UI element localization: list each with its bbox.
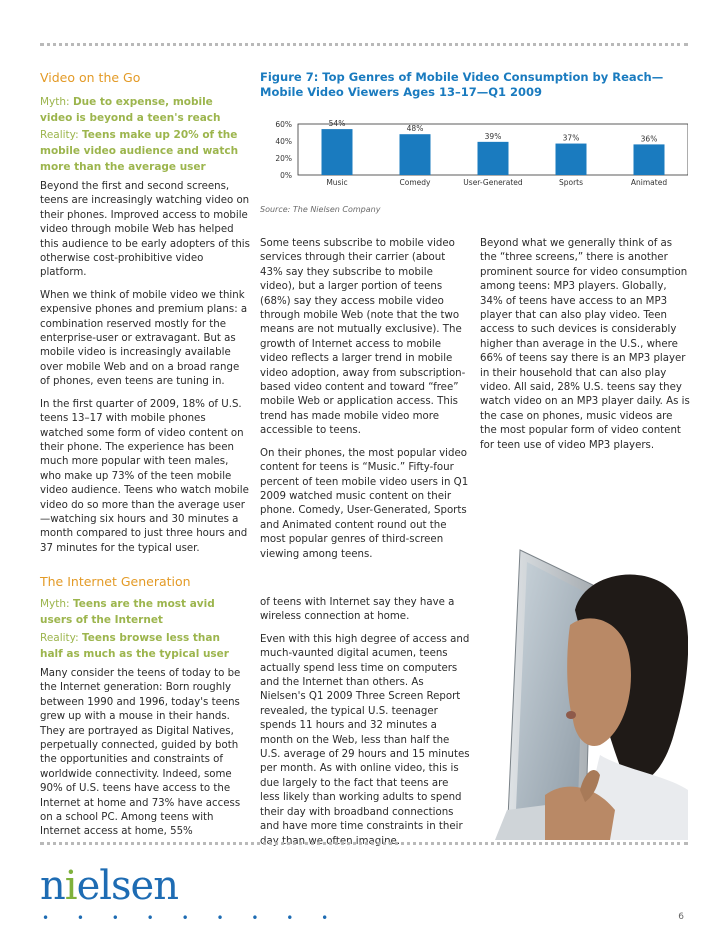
column-1-body <box>40 180 250 564</box>
top-divider <box>40 43 688 46</box>
figure-title: Figure 7: Top Genres of Mobile Video Consumption by Reach—Mobile Video Viewers Ages 13–17—Q1 2009 <box>260 70 664 99</box>
bar-value-label: 36% <box>640 134 658 144</box>
nielsen-logo <box>40 863 178 909</box>
x-tick-label: Comedy <box>399 178 431 187</box>
myth-text: Teens are the most avid users of the Internet <box>40 598 215 626</box>
logo-dots: • • • • • • • • • <box>42 911 341 925</box>
teen-with-laptop-photo <box>425 540 688 840</box>
column-1-body <box>40 667 250 848</box>
bottom-divider <box>40 842 688 845</box>
bar-sports <box>556 144 587 175</box>
reality-statement <box>40 630 245 662</box>
x-tick-label: Animated <box>630 178 668 187</box>
paragraph: Beyond what we generally think of as the “three screens,” there is another prominent source for video consumption among teens: MP3 players. Globally, 34% of teens have access to an MP3 player that can also play video. Teen access to such devices is considerably higher than average in the U.S., where 66% of teens say there is an MP3 player in their household that can also play video. All said, 28% U.S. teens say they watch video on an MP3 player daily. As is the case on phones, music videos are the most popular form of video content for teen use of video MP3 players. <box>480 238 690 451</box>
figure-source: Source: The Nielsen Company <box>260 205 381 214</box>
column-2-body <box>260 237 470 570</box>
logo-n: n <box>40 863 65 909</box>
y-tick-label: 20% <box>275 154 292 163</box>
paragraph: On their phones, the most popular video content for teens is “Music.” Fifty-four percent of teen mobile video users in Q1 2009 watched music content on their phone. Comedy, User-Generated, Sports and Animated content round out the most popular genres of third-screen viewing among teens. <box>260 447 469 560</box>
paragraph: When we think of mobile video we think expensive phones and premium plans: a combination reserved mostly for the enterprise-user or extravagant. But as mobile video is increasingly available over mobile Web and on a broad range of phones, even teens are tuning in. <box>40 289 248 388</box>
bar-user-generated <box>478 142 509 175</box>
column-3-body <box>480 237 690 461</box>
reality-text: Teens browse less than half as much as the typical user <box>40 632 229 660</box>
logo-rest: elsen <box>76 863 178 909</box>
bar-comedy <box>400 134 431 175</box>
myth-text: Due to expense, mobile video is beyond a teen's reach <box>40 96 221 124</box>
section-title-video-on-the-go: Video on the Go <box>40 70 141 85</box>
myth-key: Myth: <box>40 598 70 610</box>
paragraph: Many consider the teens of today to be the Internet generation: Born roughly between 1990 and 1996, today's teens grew up with a mouse in their hands. They are portrayed as Digital Natives, perpetually connected, guided by both the opportunities and constraints of worldwide connectivity. Indeed, some 90% of U.S. teens have access to the Internet at home and 73% have access on a school PC. Among teens with Internet access at home, 55% <box>40 668 241 838</box>
x-tick-label: Music <box>326 178 348 187</box>
paragraph: Some teens subscribe to mobile video services through their carrier (about 43% say they subscribe to mobile video), but a larger portion of teens (68%) say they access mobile video through mobile Web (note that the two means are not mutually exclusive). The growth of Internet access to mobile video reflects a larger trend in mobile video adoption, away from subscription-based video content and toward “free” mobile Web or application access. This trend has made mobile video more accessible to teens. <box>260 238 466 437</box>
paragraph: Even with this high degree of access and much-vaunted digital acumen, teens actually spend less time on computers and the Internet than others. As Nielsen's Q1 2009 Three Screen Report revealed, the typical U.S. teenager spends 11 hours and 32 minutes a month on the Web, less than half the U.S. average of 29 hours and 15 minutes per month. As with online video, this is due largely to the fact that teens are less likely than working adults to spend their day with broadband connections and have more time constraints in their day than we often imagine. <box>260 633 470 847</box>
paragraph: Beyond the first and second screens, teens are increasingly watching video on their phones. Improved access to mobile video through mobile Web has helped this audience to be early adopters of this otherwise cost-prohibitive video platform. <box>40 181 250 279</box>
bar-value-label: 54% <box>328 119 346 129</box>
genre-bar-chart <box>260 112 688 197</box>
y-tick-label: 40% <box>275 137 292 146</box>
page-number: 6 <box>678 912 684 922</box>
reality-text: Teens make up 20% of the mobile video audience and watch more than the average user <box>40 129 239 173</box>
bar-value-label: 39% <box>484 131 502 141</box>
paragraph: of teens with Internet say they have a wireless connection at home. <box>260 597 455 623</box>
x-tick-label: User-Generated <box>463 178 523 187</box>
section-title-internet-generation: The Internet Generation <box>40 574 191 589</box>
reality-key: Reality: <box>40 632 79 644</box>
bar-value-label: 37% <box>562 133 580 143</box>
y-tick-label: 0% <box>280 171 292 180</box>
logo-i: i <box>64 863 77 909</box>
bar-animated <box>634 144 665 175</box>
bar-value-label: 48% <box>406 124 424 134</box>
x-tick-label: Sports <box>558 178 584 187</box>
y-tick-label: 60% <box>275 120 292 129</box>
paragraph: In the first quarter of 2009, 18% of U.S. teens 13–17 with mobile phones watched some form of video content on their phone. The experience has been much more popular with teen males, who make up 73% of the teen mobile video audience. Teens who watch mobile video do so more than the average user—watching six hours and 30 minutes a month compared to just three hours and 37 minutes for the typical user. <box>40 398 249 554</box>
myth-key: Myth: <box>40 96 70 108</box>
myth-statement <box>40 94 245 126</box>
reality-key: Reality: <box>40 129 79 141</box>
myth-statement <box>40 596 245 628</box>
reality-statement <box>40 127 245 175</box>
bar-music <box>322 129 353 175</box>
